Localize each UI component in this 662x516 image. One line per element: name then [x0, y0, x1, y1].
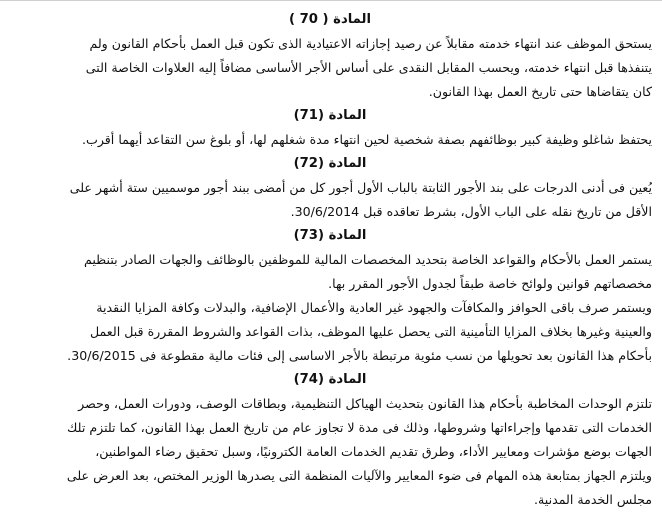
paragraph-line: بأحكام هذا القانون بعد تحويلها من نسب مئوية مرتبطة بالأجر الاساسى إلى فئات مالية مقطوعة فى 30/6/2015.: [67, 348, 652, 363]
paragraph-line: والعينية وغيرها بخلاف المزايا التأمينية التى يحصل عليها الموظف، بذات القواعد والشروط المقررة قبل العمل: [89, 324, 652, 339]
paragraph-line: مجلس الخدمة المدنية.: [534, 492, 652, 507]
article-heading: المادة (72): [293, 156, 367, 171]
paragraph-line: يُعين فى أدنى الدرجات على بند الأجور الثابتة بالباب الأول أجور كل من أمضى ببند أجور موسميين ستة أشهر على: [69, 180, 652, 195]
paragraph-line: كان يتقاضاها حتى تاريخ العمل بهذا القانون.: [428, 84, 652, 99]
article-heading: المادة ( 70 ): [288, 12, 371, 27]
paragraph-line: الأقل من تاريخ نقله على الباب الأول، بشرط تعاقده قبل 30/6/2014.: [290, 204, 652, 219]
paragraph-line: الجهات بوضع مؤشرات ومعايير الأداء، وطرق تقديم الخدمات العامة الكترونيًا، وسبل تحقيق رضاء المواطنين،: [95, 444, 652, 459]
paragraph-line: مخصصاتهم قوانين ولوائح خاصة طبقاً لجدول الأجور المقرر بها.: [328, 276, 652, 291]
article-heading: المادة (73): [293, 228, 367, 243]
paragraph-line: يحتفظ شاغلو وظيفة كبير بوظائفهم بصفة شخصية لحين انتهاء مدة شغلهم لها، أو بلوغ سن التقاعد أيهما أقرب.: [81, 132, 652, 147]
article-heading: المادة (74): [293, 372, 367, 387]
paragraph-line: ويلتزم الجهاز بمتابعة هذه المهام فى ضوء المعايير والآليات المنظمة التى يصدرها الوزير المختص، بعد العرض على: [66, 468, 652, 483]
article-heading: المادة (71): [293, 108, 367, 123]
paragraph-line: يستمر العمل بالأحكام والقواعد الخاصة بتحديد المخصصات المالية للموظفين بالوظائف والجهات الصادر بتنظيم: [84, 252, 652, 267]
paragraph-line: يتنفذها قبل انتهاء خدمته، ويحسب المقابل النقدى على أساس الأجر الأساسى مضافاً إليه العلاوات الخاصة التى: [85, 60, 652, 75]
paragraph-line: يستحق الموظف عند انتهاء خدمته مقابلاً عن رصيد إجازاته الاعتيادية الذى تكون قبل العمل بأحكام القانون ولم: [89, 36, 652, 51]
paragraph-line: تلتزم الوحدات المخاطبة بأحكام هذا القانون بتحديث الهياكل التنظيمية، وبطاقات الوصف، ودورات العمل، وحصر: [78, 396, 652, 411]
paragraph-line: الخدمات التى تقدمها وإجراءاتها وشروطها، وذلك فى مدة لا تجاوز عام من تاريخ العمل بهذا القانون، كما تلتزم تلك: [67, 420, 652, 435]
paragraph-line: ويستمر صرف باقى الحوافز والمكافآت والجهود غير العادية والأعمال الإضافية، والبدلات وكافة المزايا النقدية: [96, 300, 652, 315]
